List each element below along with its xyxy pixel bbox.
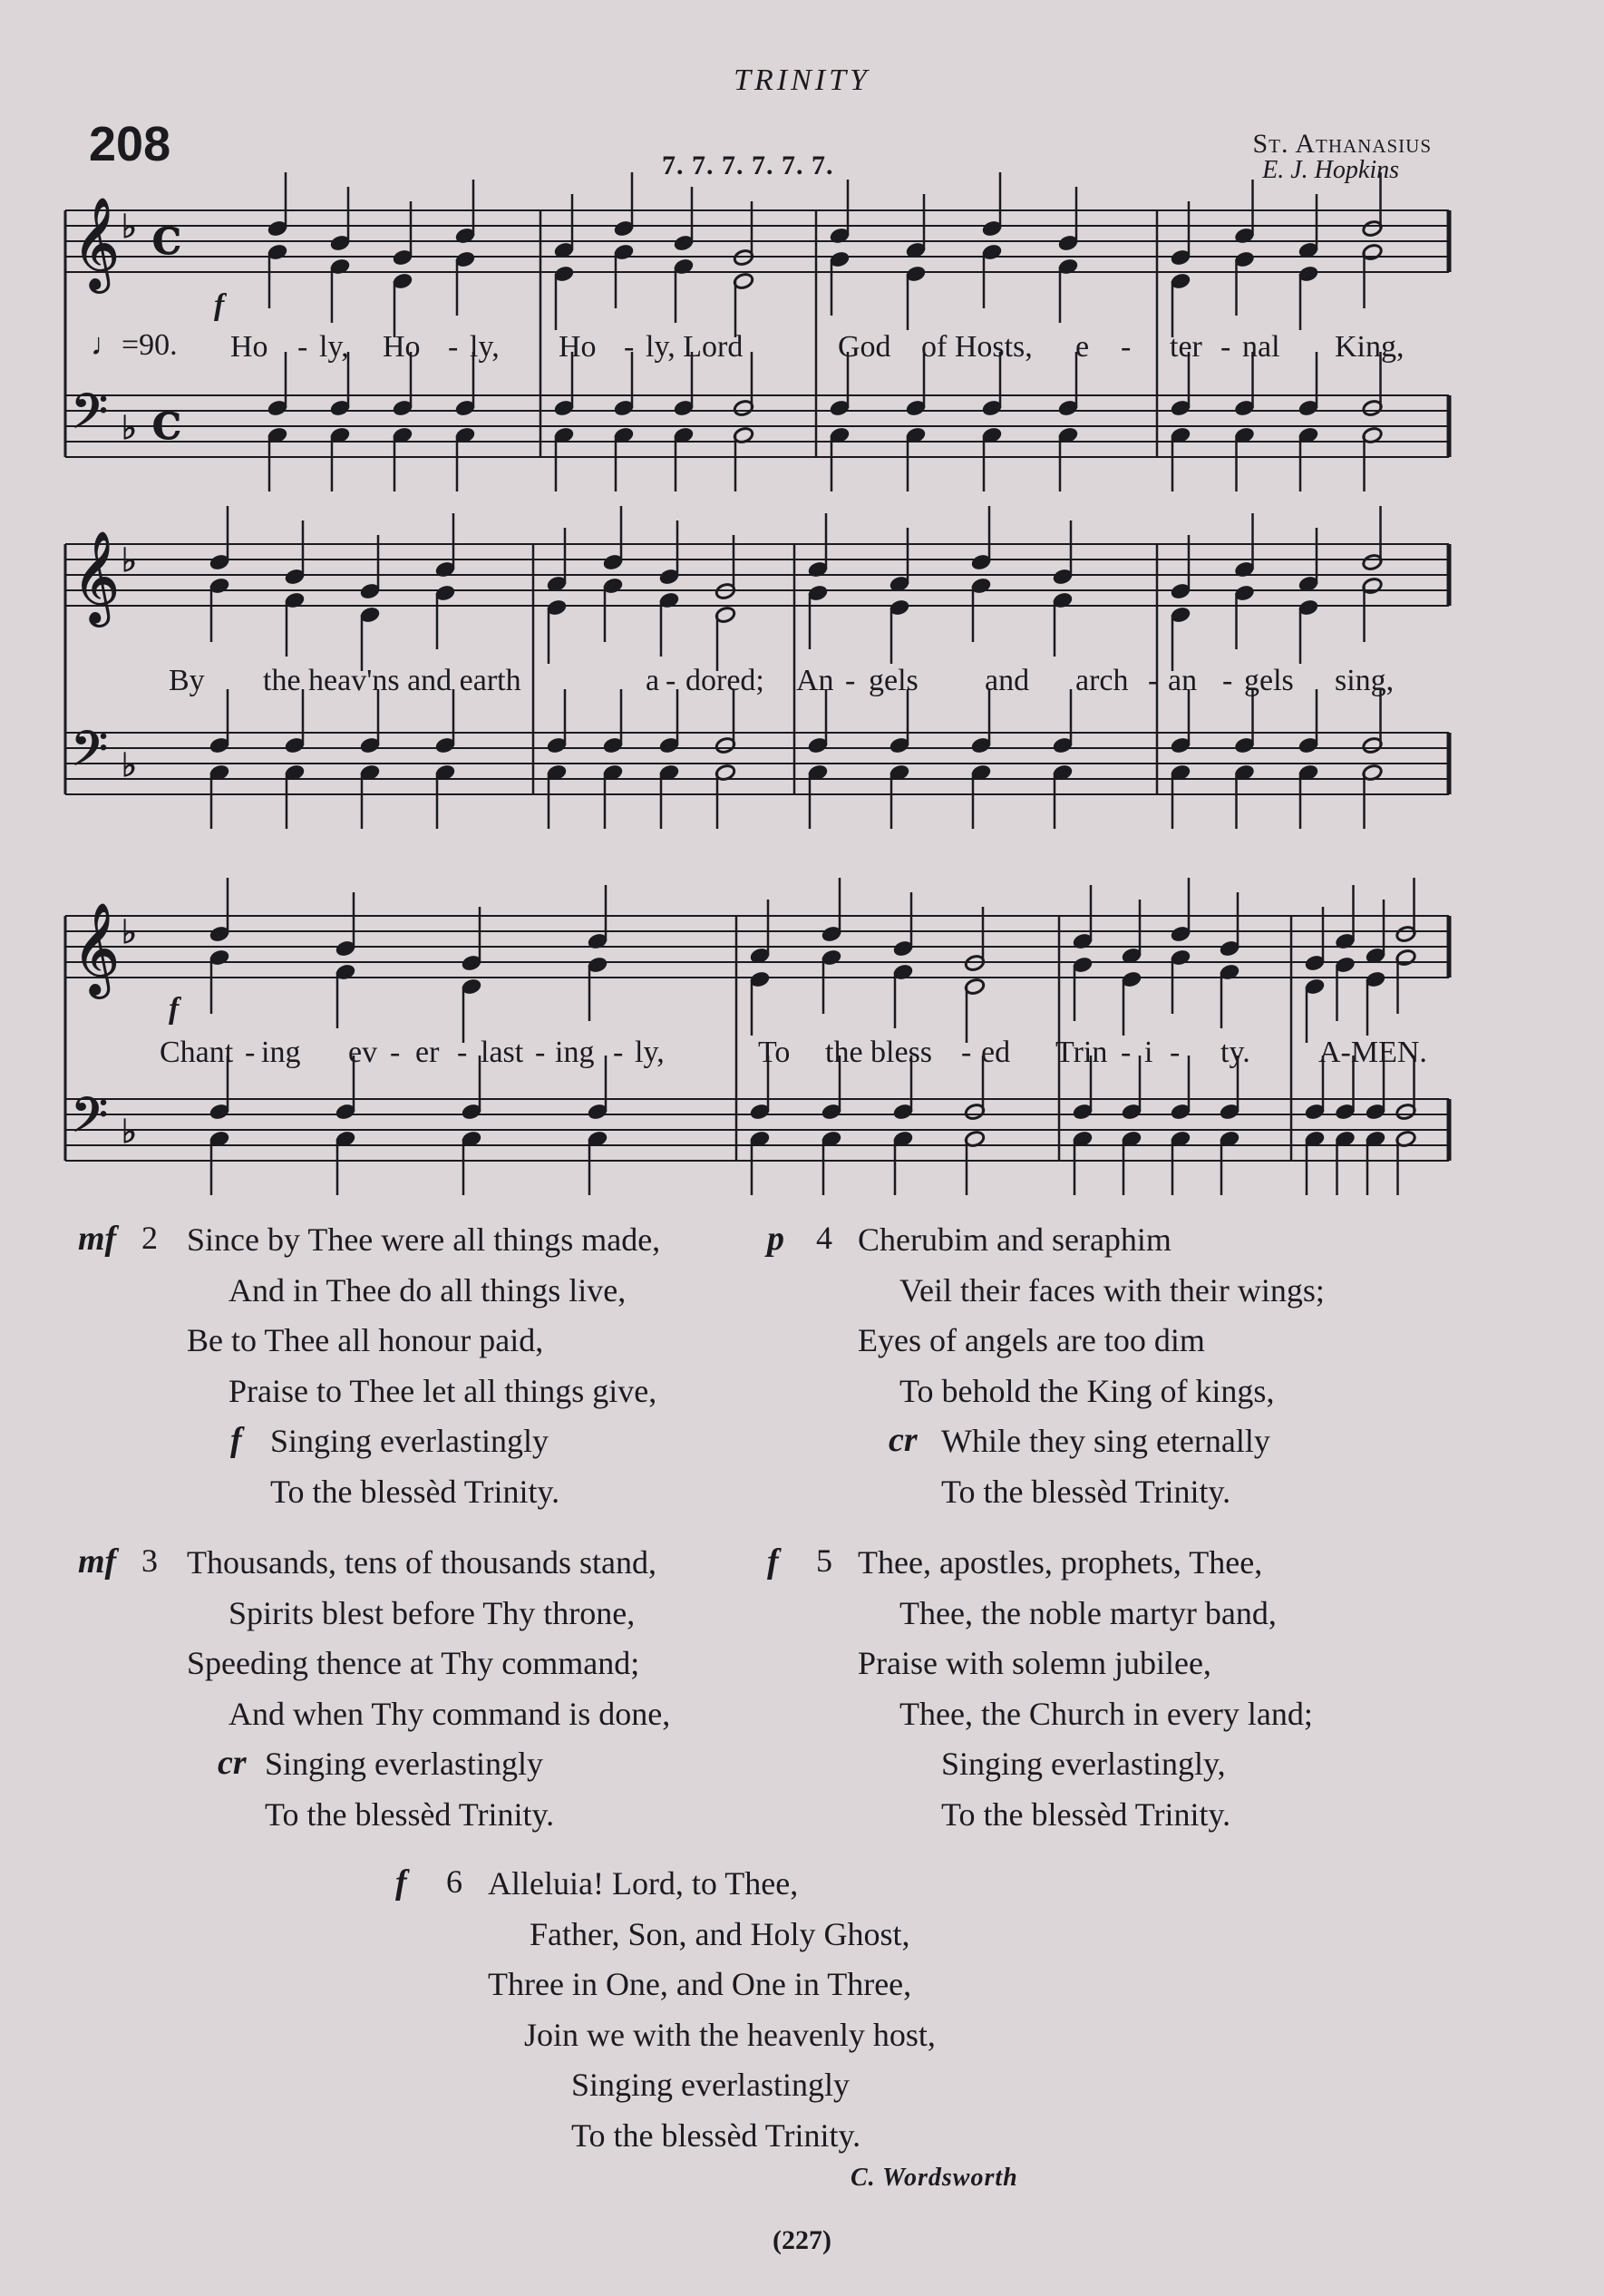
verse-number: 4 bbox=[816, 1220, 832, 1256]
lyric-syllable: last bbox=[481, 1036, 524, 1069]
lyric-syllable: ly, bbox=[470, 330, 500, 364]
lyric-syllable: - bbox=[1121, 330, 1132, 364]
lyric-syllable: of Hosts, bbox=[921, 330, 1033, 364]
hymn-number: 208 bbox=[89, 117, 171, 171]
treble-clef-icon: 𝄞 bbox=[73, 196, 121, 289]
verse-dynamic: f bbox=[767, 1542, 779, 1581]
verse-line: To the blessèd Trinity. bbox=[941, 1795, 1231, 1833]
verse-line: And when Thy command is done, bbox=[228, 1695, 671, 1732]
verse-line: Three in One, and One in Three, bbox=[488, 1966, 912, 2002]
lyric-syllable: ter bbox=[1170, 330, 1202, 364]
flat-icon: ♭ bbox=[122, 209, 137, 246]
lyric-syllable: A-MEN. bbox=[1318, 1036, 1427, 1069]
verse-line: Cherubim and seraphim bbox=[858, 1221, 1171, 1258]
lyric-syllable: ev bbox=[348, 1036, 378, 1069]
lyric-syllable: dored; bbox=[685, 664, 764, 697]
lyric-syllable: Ho bbox=[559, 330, 597, 364]
meter: 7. 7. 7. 7. 7. 7. bbox=[662, 151, 834, 180]
flat-icon: ♭ bbox=[122, 914, 137, 951]
lyric-syllable: Chant bbox=[160, 1036, 234, 1069]
lyric-syllable: Trin bbox=[1055, 1036, 1108, 1069]
verse-line: Eyes of angels are too dim bbox=[858, 1322, 1205, 1358]
bass-clef-icon: 𝄢 bbox=[71, 1088, 109, 1155]
dynamic-marking: f bbox=[169, 992, 180, 1026]
lyric-syllable: Ho bbox=[230, 330, 268, 364]
lyric-syllable: - bbox=[535, 1036, 546, 1069]
lyric-syllable: - bbox=[1170, 1036, 1181, 1069]
verse-line: To the blessèd Trinity. bbox=[265, 1795, 555, 1833]
lyric-syllable: God bbox=[838, 330, 891, 364]
treble-clef-icon: 𝄞 bbox=[73, 530, 121, 623]
verse-number: 2 bbox=[141, 1220, 158, 1256]
lyric-syllable: To bbox=[758, 1036, 791, 1069]
section-title: TRINITY bbox=[734, 63, 870, 97]
verse-line: Singing everlastingly, bbox=[941, 1746, 1226, 1782]
lyric-syllable: ing bbox=[261, 1036, 301, 1069]
quarter-note-icon: ♩ bbox=[91, 328, 122, 362]
verse-dynamic: mf bbox=[78, 1220, 117, 1258]
verse-line: While they sing eternally bbox=[941, 1423, 1270, 1459]
verse-line: Praise with solemn jubilee, bbox=[858, 1645, 1211, 1681]
lyric-syllable: and bbox=[985, 664, 1030, 697]
verse-line: Speeding thence at Thy command; bbox=[187, 1645, 640, 1681]
flat-icon: ♭ bbox=[122, 542, 137, 579]
tempo-marking: ♩=90. bbox=[91, 328, 178, 362]
bass-clef-icon: 𝄢 bbox=[71, 722, 109, 789]
verse-line: To behold the King of kings, bbox=[899, 1372, 1275, 1409]
attribution: C. Wordsworth bbox=[851, 2164, 1018, 2192]
lyric-syllable: - bbox=[624, 330, 635, 364]
verse-dynamic: p bbox=[767, 1220, 784, 1258]
verse-line: To the blessèd Trinity. bbox=[270, 1473, 560, 1510]
page-number: (227) bbox=[773, 2225, 831, 2255]
lyric-syllable: King, bbox=[1335, 330, 1405, 364]
lyric-syllable: er bbox=[415, 1036, 440, 1069]
lyric-syllable: - bbox=[457, 1036, 468, 1069]
verse-line: And in Thee do all things live, bbox=[228, 1271, 627, 1309]
lyric-syllable: an bbox=[1168, 664, 1198, 697]
verse-line: Since by Thee were all things made, bbox=[187, 1221, 661, 1258]
lyric-syllable: gels bbox=[869, 664, 919, 697]
verse-line: Praise to Thee let all things give, bbox=[228, 1372, 657, 1409]
time-signature-icon: C bbox=[152, 405, 181, 448]
lyric-syllable: An bbox=[796, 664, 834, 697]
verse-line: Join we with the heavenly host, bbox=[524, 2016, 936, 2053]
lyric-syllable: Ho bbox=[383, 330, 421, 364]
verse-line: To the blessèd Trinity. bbox=[571, 2116, 861, 2154]
inline-dynamic: f bbox=[230, 1421, 242, 1459]
composer: E. J. Hopkins bbox=[1262, 156, 1399, 184]
treble-clef-icon: 𝄞 bbox=[73, 901, 121, 995]
verse-number: 6 bbox=[446, 1863, 462, 1900]
lyric-syllable: - bbox=[1148, 664, 1159, 697]
lyric-syllable: the bless bbox=[825, 1036, 933, 1069]
verse-line: Father, Son, and Holy Ghost, bbox=[530, 1915, 910, 1952]
lyric-syllable: ty. bbox=[1220, 1036, 1250, 1069]
lyric-syllable: - bbox=[297, 330, 308, 364]
verse-line: Thee, the noble martyr band, bbox=[899, 1594, 1277, 1631]
lyric-syllable: - bbox=[1222, 664, 1233, 697]
lyric-syllable: i bbox=[1144, 1036, 1153, 1069]
lyric-syllable: ly, bbox=[319, 330, 349, 364]
verse-line: Thee, apostles, prophets, Thee, bbox=[858, 1544, 1263, 1581]
verse-line: Be to Thee all honour paid, bbox=[187, 1322, 544, 1358]
inline-dynamic: cr bbox=[218, 1744, 247, 1782]
verse-line: Singing everlastingly bbox=[265, 1746, 543, 1782]
flat-icon: ♭ bbox=[122, 410, 137, 447]
dynamic-marking: f bbox=[214, 288, 225, 322]
bass-clef-icon: 𝄢 bbox=[71, 384, 109, 452]
lyric-syllable: - bbox=[961, 1036, 972, 1069]
lyric-syllable: By bbox=[169, 664, 205, 697]
flat-icon: ♭ bbox=[122, 747, 137, 784]
verse-line: Spirits blest before Thy throne, bbox=[228, 1594, 636, 1631]
lyric-syllable: the heav'ns and earth bbox=[263, 664, 521, 697]
lyric-syllable: sing, bbox=[1335, 664, 1395, 697]
lyric-syllable: - bbox=[613, 1036, 624, 1069]
lyric-syllable: - bbox=[845, 664, 856, 697]
tune-name: St. Athanasius bbox=[1252, 129, 1432, 159]
verse-line: Veil their faces with their wings; bbox=[899, 1271, 1325, 1309]
lyric-syllable: - bbox=[666, 664, 676, 697]
lyric-syllable: - bbox=[245, 1036, 256, 1069]
verse-line: Singing everlastingly bbox=[571, 2067, 850, 2103]
verse-line: Singing everlastingly bbox=[270, 1423, 549, 1459]
verse-dynamic: mf bbox=[78, 1542, 117, 1581]
lyric-syllable: - bbox=[448, 330, 459, 364]
lyric-syllable: ed bbox=[981, 1036, 1011, 1069]
lyric-syllable: nal bbox=[1242, 330, 1280, 364]
lyric-syllable: e bbox=[1075, 330, 1090, 364]
inline-dynamic: cr bbox=[889, 1421, 918, 1459]
verse-dynamic: f bbox=[395, 1863, 407, 1902]
lyric-syllable: ing bbox=[555, 1036, 595, 1069]
lyric-syllable: gels bbox=[1244, 664, 1294, 697]
lyric-syllable: arch bbox=[1075, 664, 1129, 697]
verse-number: 5 bbox=[816, 1542, 832, 1579]
lyric-syllable: a bbox=[646, 664, 660, 697]
lyric-syllable: - bbox=[1121, 1036, 1132, 1069]
verse-line: Alleluia! Lord, to Thee, bbox=[488, 1865, 799, 1902]
flat-icon: ♭ bbox=[122, 1114, 137, 1151]
verse-line: Thousands, tens of thousands stand, bbox=[187, 1544, 656, 1581]
verse-number: 3 bbox=[141, 1542, 158, 1579]
verse-line: To the blessèd Trinity. bbox=[941, 1473, 1231, 1510]
verse-line: Thee, the Church in every land; bbox=[899, 1695, 1313, 1732]
lyric-syllable: - bbox=[1220, 330, 1231, 364]
time-signature-icon: C bbox=[152, 220, 181, 263]
lyric-syllable: ly, Lord bbox=[646, 330, 744, 364]
lyric-syllable: - bbox=[390, 1036, 401, 1069]
lyric-syllable: ly, bbox=[635, 1036, 665, 1069]
